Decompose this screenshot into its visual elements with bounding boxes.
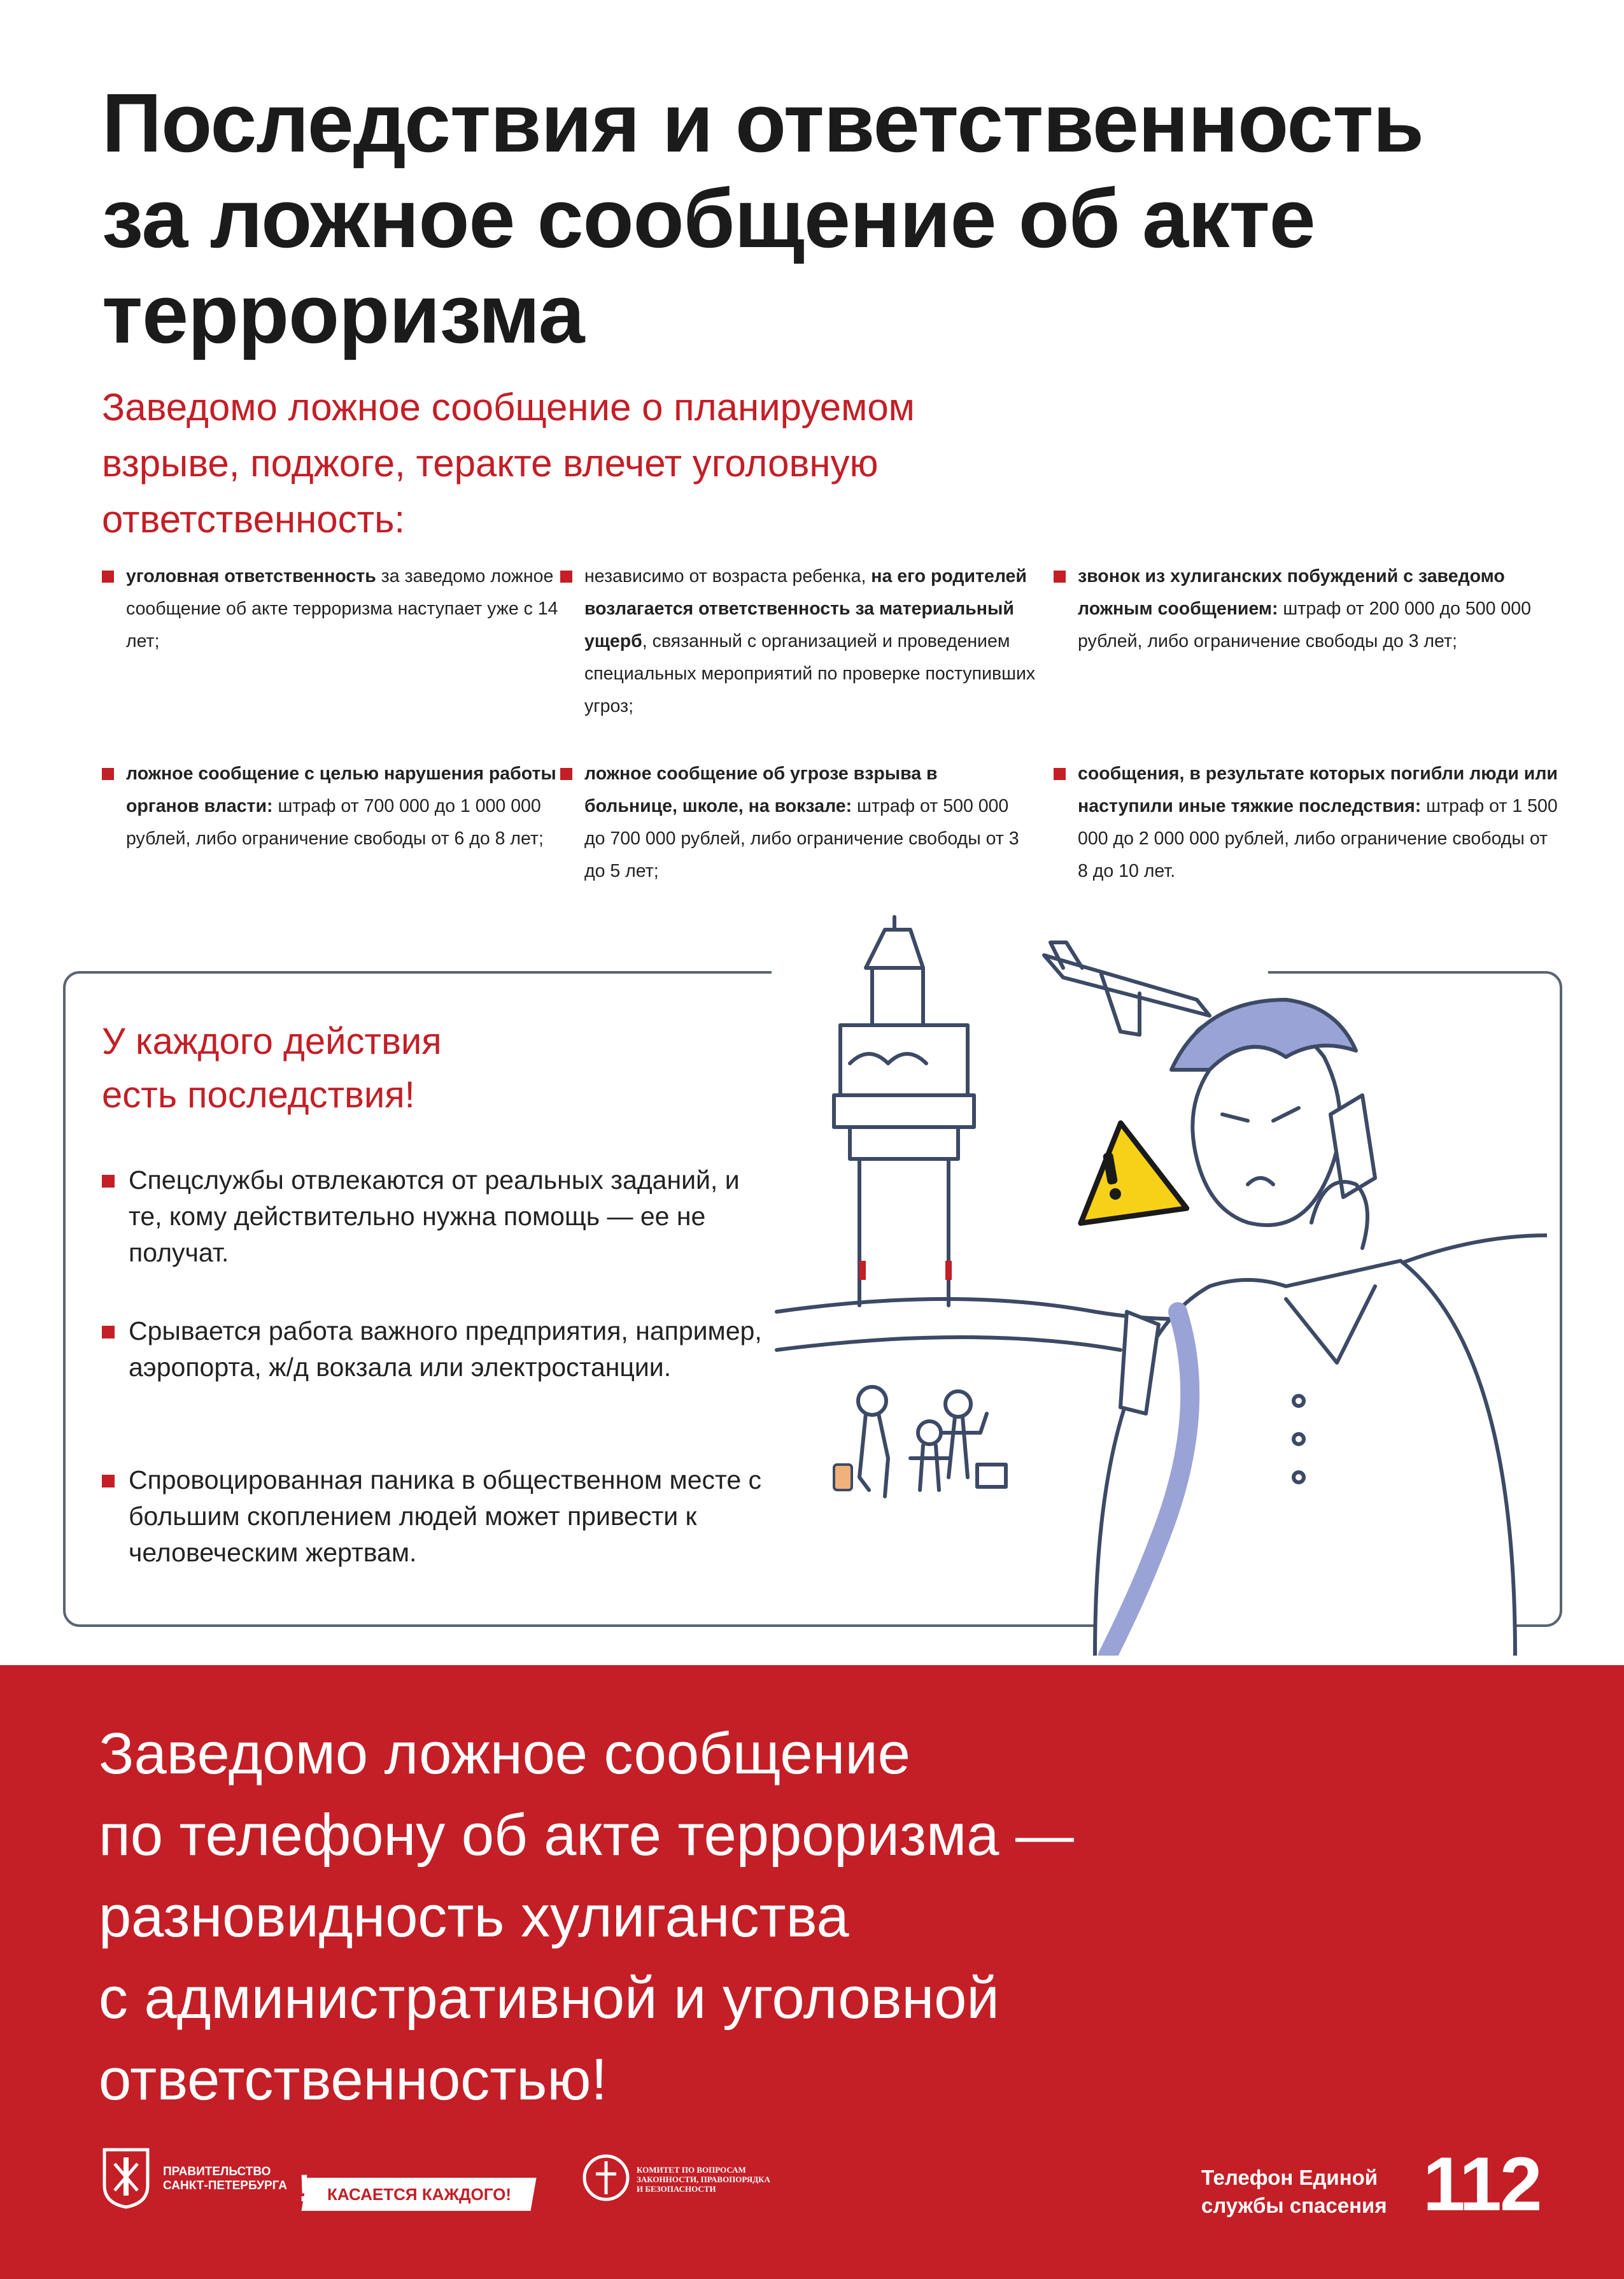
emergency-label: Телефон Единой службы спасения xyxy=(1201,2166,1387,2217)
footer-statement: Заведомо ложное сообщение по телефону об акте терроризма — разновидность хулиганства с административной и уголовной ответственностью! xyxy=(99,1721,1075,2112)
exclamation-icon: ! xyxy=(298,2167,311,2210)
committee-text: КОМИТЕТ ПО ВОПРОСАМ ЗАКОННОСТИ, ПРАВОПОРЯДКА И БЕЗОПАСНОСТИ xyxy=(637,2165,770,2194)
consequence-item: Спровоцированная паника в общественном месте с большим скоплением людей может привести к человеческим жертвам. xyxy=(102,1462,765,1571)
fact-item: независимо от возраста ребенка, на его родителей возлагается ответственность за материальный ущерб, связанный с организацией и проведением специальных мероприятий по проверке поступивших угроз; xyxy=(560,560,1056,723)
panel-title: У каждого действия есть последствия! xyxy=(102,1021,442,1116)
coat-of-arms-icon xyxy=(101,2146,152,2210)
campaign-badge: КАСАЕТСЯ КАЖДОГО! xyxy=(301,2178,536,2211)
page-title: Последствия и ответственность за ложное сообщение об акте терроризма xyxy=(102,76,1423,360)
committee-emblem-icon xyxy=(581,2152,632,2203)
emergency-number: 112 xyxy=(1423,2141,1541,2227)
fact-item: ложное сообщение об угрозе взрыва в больнице, школе, на вокзале: штраф от 500 000 до 700 000 рублей, либо ограничение свободы от 3 до 5 лет; xyxy=(560,758,1030,888)
subtitle: Заведомо ложное сообщение о планируемом взрыве, поджоге, теракте влечет уголовную ответственность: xyxy=(102,386,915,541)
consequence-item: Срывается работа важного предприятия, например, аэропорта, ж/д вокзала или электростанции. xyxy=(102,1313,765,1386)
consequence-item: Спецслужбы отвлекаются от реальных заданий, и те, кому действительно нужна помощь — ее не получат. xyxy=(102,1162,765,1271)
airport-illustration xyxy=(764,904,1547,1656)
warning-icon xyxy=(1068,1116,1187,1223)
airplane-icon xyxy=(1044,955,1210,1016)
fact-item: ложное сообщение с целью нарушения работы органов власти: штраф от 700 000 до 1 000 000 рублей, либо ограничение свободы от 6 до 8 лет; xyxy=(102,758,572,855)
fact-item: звонок из хулиганских побуждений с заведомо ложным сообщением: штраф от 200 000 до 500 000 рублей, либо ограничение свободы до 3 лет; xyxy=(1054,560,1562,658)
fact-item: сообщения, в результате которых погибли люди или наступили иные тяжкие последствия: штраф от 1 500 000 до 2 000 000 рублей, либо ограничение свободы от 8 до 10 лет. xyxy=(1054,758,1562,888)
gov-logo-text: ПРАВИТЕЛЬСТВО САНКТ-ПЕТЕРБУРГА xyxy=(163,2165,287,2192)
fact-item: уголовная ответственность за заведомо ложное сообщение об акте терроризма наступает уже с 14 лет; xyxy=(102,560,572,658)
